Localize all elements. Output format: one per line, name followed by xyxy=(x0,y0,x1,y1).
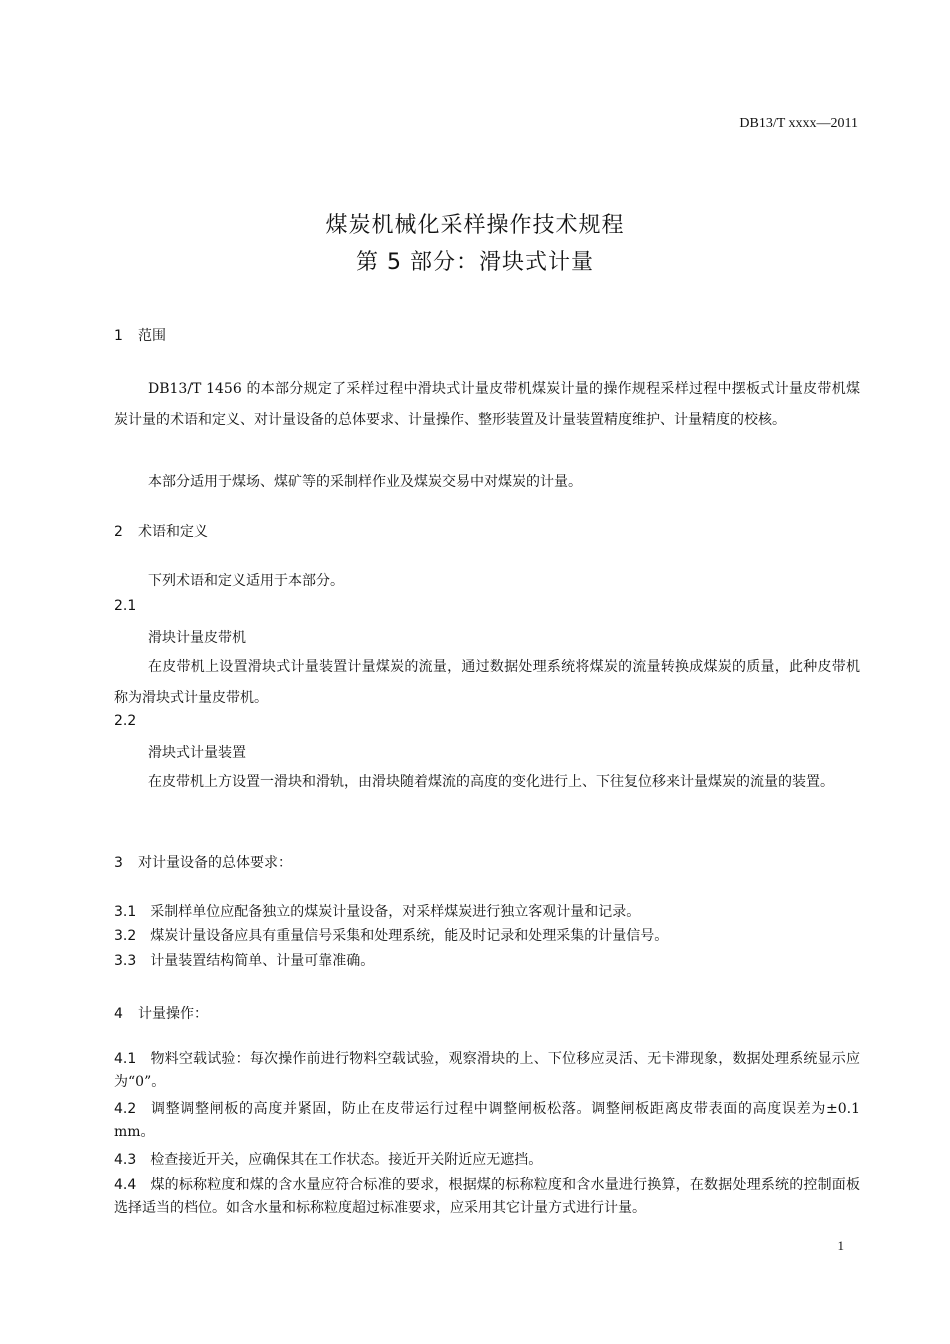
section-3-heading xyxy=(114,852,292,872)
term-2-1-name: 滑块计量皮带机 xyxy=(148,630,246,646)
document-title: 煤炭机械化采样操作技术规程 xyxy=(325,213,625,238)
item-number: 3.2 xyxy=(114,928,137,944)
item-4-4 xyxy=(114,1174,860,1220)
item-number: 3.3 xyxy=(114,953,137,969)
section-title: 术语和定义 xyxy=(138,524,208,540)
section-2-heading xyxy=(114,521,208,541)
section-1-paragraph-1: DB13/T 1456 的本部分规定了采样过程中滑块式计量皮带机煤炭计量的操作规程采样过程中摆板式计量皮带机煤炭计量的术语和定义、对计量设备的总体要求、计量操作、整形装置及计量装置精度维护、计量精度的校核。 xyxy=(114,381,860,428)
term-2-2-definition: 在皮带机上方设置一滑块和滑轨，由滑块随着煤流的高度的变化进行上、下往复位移来计量煤炭的流量的装置。 xyxy=(148,774,834,790)
item-number: 3.1 xyxy=(114,904,137,920)
item-text: 调整调整闸板的高度并紧固，防止在皮带运行过程中调整闸板松落。调整闸板距离皮带表面的高度误差为±0.1 mm。 xyxy=(114,1101,860,1140)
document-subtitle: 第 5 部分：滑块式计量 xyxy=(356,250,594,275)
item-text: 检查接近开关，应确保其在工作状态。接近开关附近应无遮挡。 xyxy=(150,1152,543,1168)
item-3-3 xyxy=(114,950,860,973)
item-4-2 xyxy=(114,1098,860,1144)
item-number: 4.2 xyxy=(114,1101,137,1117)
section-1-heading xyxy=(114,325,166,345)
item-text: 采制样单位应配备独立的煤炭计量设备，对采样煤炭进行独立客观计量和记录。 xyxy=(150,904,641,920)
item-number: 4.3 xyxy=(114,1152,137,1168)
item-3-2 xyxy=(114,925,860,948)
term-2-1-definition: 在皮带机上设置滑块式计量装置计量煤炭的流量，通过数据处理系统将煤炭的流量转换成煤炭的质量，此种皮带机称为滑块式计量皮带机。 xyxy=(114,659,860,706)
section-number: 4 xyxy=(114,1006,123,1022)
standard-number: DB13/T xxxx—2011 xyxy=(739,116,858,131)
section-4-heading xyxy=(114,1003,208,1023)
item-number: 4.4 xyxy=(114,1177,137,1193)
item-text: 计量装置结构简单、计量可靠准确。 xyxy=(150,953,375,969)
term-2-2-name: 滑块式计量装置 xyxy=(148,745,246,761)
item-4-1 xyxy=(114,1048,860,1094)
section-number: 1 xyxy=(114,328,123,344)
item-text: 煤炭计量设备应具有重量信号采集和处理系统，能及时记录和处理采集的计量信号。 xyxy=(150,928,669,944)
term-2-2-number: 2.2 xyxy=(114,713,137,729)
section-2-intro: 下列术语和定义适用于本部分。 xyxy=(148,573,344,589)
section-title: 计量操作： xyxy=(138,1006,208,1022)
item-text: 煤的标称粒度和煤的含水量应符合标准的要求，根据煤的标称粒度和含水量进行换算，在数据处理系统的控制面板选择适当的档位。如含水量和标称粒度超过标准要求，应采用其它计量方式进行计量。 xyxy=(114,1177,860,1216)
section-number: 2 xyxy=(114,524,123,540)
item-number: 4.1 xyxy=(114,1051,137,1067)
section-1-paragraph-2: 本部分适用于煤场、煤矿等的采制样作业及煤炭交易中对煤炭的计量。 xyxy=(148,474,582,490)
item-4-3 xyxy=(114,1149,860,1172)
item-3-1 xyxy=(114,901,860,924)
section-title: 范围 xyxy=(138,328,166,344)
section-title: 对计量设备的总体要求： xyxy=(138,855,292,871)
section-number: 3 xyxy=(114,855,123,871)
page-number: 1 xyxy=(837,1238,844,1253)
term-2-1-number: 2.1 xyxy=(114,598,137,614)
item-text: 物料空载试验：每次操作前进行物料空载试验，观察滑块的上、下位移应灵活、无卡滞现象，数据处理系统显示应为“0”。 xyxy=(114,1051,860,1090)
